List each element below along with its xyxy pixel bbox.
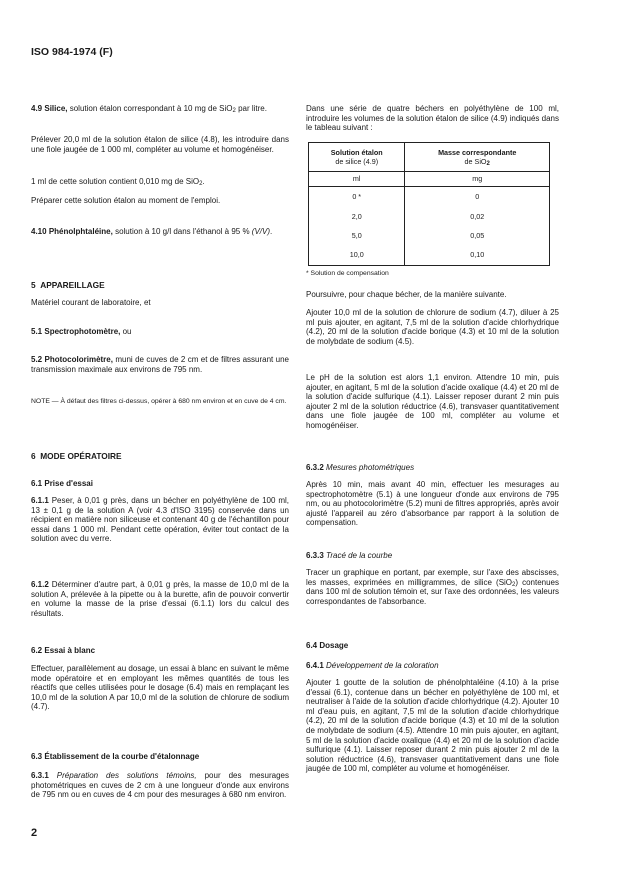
section-text: solution à 10 g/l dans l'éthanol à 95 % <box>115 227 252 236</box>
table-row <box>309 187 550 208</box>
section-text: muni de cuves de 2 cm et de filtres assurant une transmission maximale aux environs de 795 nm. <box>31 355 289 374</box>
section-title: Mesures photométriques <box>326 463 415 472</box>
section-6-3-1 <box>31 771 289 800</box>
section-6-2 <box>31 646 289 656</box>
section-number: 6.3.2 <box>306 463 324 472</box>
section-text: ou <box>122 327 132 336</box>
section-number: 6 <box>31 451 36 461</box>
section-6-1 <box>31 479 289 489</box>
paragraph-tail: . <box>202 177 205 186</box>
unit-cell: ml <box>309 172 405 187</box>
section-5-1 <box>31 327 289 337</box>
volume-cell: 10,0 <box>309 246 405 266</box>
header-line: Masse correspondante <box>438 148 517 157</box>
section-5-2 <box>31 355 289 374</box>
subscript: 2 <box>486 161 490 167</box>
subscript: 2 <box>232 108 236 114</box>
subscript: 2 <box>199 181 203 187</box>
section-4-9 <box>31 104 289 114</box>
table-header-mass <box>405 143 550 172</box>
section-title: APPAREILLAGE <box>40 280 105 290</box>
section-title: Phénolphtaléine, <box>48 227 113 236</box>
section-title: Établissement de la courbe d'étalonnage <box>44 752 200 761</box>
section-heading-6 <box>31 452 289 462</box>
section-text: Peser, à 0,01 g près, dans un bécher en polyéthylène de 100 ml, 13 ± 0,1 g de la solution A (voir 4.3 d'ISO 3195) conservée dans un récipient en matière non siliceuse et contenant 40 g de l'échantillon pour essai dans 1 000 ml. Pendant cette opération, éviter tout contact de la solution avec du verre. <box>31 496 289 544</box>
section-number: 6.1.1 <box>31 496 49 505</box>
section-title: Essai à blanc <box>44 646 96 655</box>
header-line: de silice (4.9) <box>335 157 379 166</box>
section-number: 6.3 <box>31 752 43 761</box>
table-footnote: * Solution de compensation <box>306 270 389 277</box>
section-title: Spectrophotomètre, <box>44 327 121 336</box>
paragraph-text: Tracer un graphique en portant, par exemple, sur l'axe des abscisses, les masses, exprimées en milligrammes, de silice (SiO <box>306 568 559 587</box>
mass-cell: 0,02 <box>405 208 550 227</box>
paragraph: Matériel courant de laboratoire, et <box>31 298 151 307</box>
section-text-tail: par litre. <box>235 104 267 113</box>
section-6-4-1 <box>306 661 559 671</box>
paragraph: Effectuer, parallèlement au dosage, un essai à blanc en suivant le même mode opératoire et en employant les mêmes quantités de tous les réactifs que celles utilisées pour le dosage (6.4) mais en remplaçant les 10,0 ml de la solution A par 10,0 ml de la solution de chlorure de sodium (4.7). <box>31 664 289 712</box>
paragraph: Poursuivre, pour chaque bécher, de la manière suivante. <box>306 290 507 299</box>
section-number: 4.9 <box>31 104 43 113</box>
section-text: Déterminer d'autre part, à 0,01 g près, la masse de 10,0 ml de la solution A, prélevée à la pipette ou à la burette, afin de pouvoir convertir en volume la masse de la prise d'essai (6.1.1) lors du calcul des résultats. <box>31 580 289 618</box>
section-title: MODE OPÉRATOIRE <box>40 451 122 461</box>
section-number: 5.2 <box>31 355 43 364</box>
section-title: Photocolorimètre, <box>44 355 113 364</box>
section-6-3 <box>31 752 289 762</box>
standard-solution-table <box>308 142 550 266</box>
volume-cell: 2,0 <box>309 208 405 227</box>
table-row <box>309 208 550 227</box>
paragraph: Le pH de la solution est alors 1,1 environ. Attendre 10 min, puis ajouter, en agitant, 5 ml de la solution d'acide oxalique (4.4) et 20 ml de la solution d'acide sulfurique (4.1). Laisser reposer durant 2 min puis ajouter 2 ml de la solution réductrice (4.6), transvaser quantitativement dans une fiole jaugée de 100 ml, compléter au volume et homogénéiser. <box>306 373 559 430</box>
paragraph-text: 1 ml de cette solution contient 0,010 mg de SiO <box>31 177 200 186</box>
page-number: 2 <box>31 827 38 839</box>
section-number: 5.1 <box>31 327 43 336</box>
section-number: 5 <box>31 280 36 290</box>
section-6-4 <box>306 641 559 651</box>
section-4-10 <box>31 227 289 237</box>
paragraph: Préparer cette solution étalon au moment de l'emploi. <box>31 196 221 205</box>
paragraph <box>306 568 559 606</box>
mass-cell: 0,10 <box>405 246 550 266</box>
paragraph-text: ) contenues dans 100 ml de solution témoin et, sur l'axe des ordonnées, les valeurs correspondantes de l'absorbance. <box>306 577 560 606</box>
section-heading-5 <box>31 281 289 291</box>
section-title: Tracé de la courbe <box>326 551 393 560</box>
section-title: Dosage <box>319 641 349 650</box>
section-title: Développement de la coloration <box>326 661 439 670</box>
section-6-3-3 <box>306 551 559 561</box>
paragraph: Ajouter 10,0 ml de la solution de chlorure de sodium (4.7), diluer à 25 ml puis ajouter, en agitant, 7,5 ml de la solution d'acide chlorhydrique (4.2), 20 ml de la solution d'acide borique (4.3) et 10 ml de la solution de molybdate de sodium (4.5). <box>306 308 559 346</box>
mass-cell: 0,05 <box>405 227 550 246</box>
paragraph <box>31 177 289 187</box>
section-text: pour des mesurages photométriques en cuves de 2 cm à une longueur d'onde aux environs de 795 nm ou en cuves de 4 cm pour des mesurages à 680 nm environ. <box>31 771 289 800</box>
section-6-1-2 <box>31 580 289 618</box>
header-line: Solution étalon <box>330 148 383 157</box>
table-row <box>309 246 550 266</box>
header-line: de SiO <box>464 157 487 166</box>
volume-cell: 5,0 <box>309 227 405 246</box>
section-number: 6.4.1 <box>306 661 324 670</box>
section-number: 6.3.1 <box>31 771 49 780</box>
section-number: 4.10 <box>31 227 47 236</box>
subscript: 2 <box>512 581 516 588</box>
mass-cell: 0 <box>405 187 550 208</box>
section-6-1-1 <box>31 496 289 544</box>
volume-cell: 0 * <box>309 187 405 208</box>
section-number: 6.1.2 <box>31 580 49 589</box>
section-number: 6.4 <box>306 641 318 650</box>
section-text-tail: . <box>270 227 273 236</box>
table-row <box>309 227 550 246</box>
section-number: 6.3.3 <box>306 551 324 560</box>
paragraph: Prélever 20,0 ml de la solution étalon de silice (4.8), les introduire dans une fiole jaugée de 1 000 ml, compléter au volume et homogénéiser. <box>31 135 289 154</box>
table-header-volume <box>309 143 405 172</box>
paragraph: Ajouter 1 goutte de la solution de phénolphtaléine (4.10) à la prise d'essai (6.1), contenue dans un bécher en polyéthylène de 100 ml, et neutraliser à l'aide de la solution d'acide chlorhydrique (4.2). Ajouter 10 ml d'eau puis, en agitant, 7,5 ml de la solution d'acide chlorhydrique (4.2), 20 ml de la solution d'acide borique (4.3) et 10 ml de la solution de molybdate de sodium (4.5). Attendre 10 min puis ajouter, en agitant, 5 ml de la solution d'acide oxalique (4.4) et 20 ml de la solution d'acide sulfurique (4.1). Laisser reposer durant 2 min puis ajouter 2 ml de la solution réductrice (4.6), transvaser quantitativement dans une fiole jaugée de 100 ml, compléter au volume et homogénéiser. <box>306 678 559 774</box>
paragraph: Dans une série de quatre béchers en polyéthylène de 100 ml, introduire les volumes de la solution étalon de silice (4.9) indiqués dans le tableau suivant : <box>306 104 559 133</box>
note: NOTE — À défaut des filtres ci-dessus, opérer à 680 nm environ et en cuve de 4 cm. <box>31 398 287 405</box>
section-number: 6.1 <box>31 479 43 488</box>
paragraph: Après 10 min, mais avant 40 min, effectuer les mesurages au spectrophotomètre (5.1) à une longueur d'onde aux environs de 795 nm, ou au photocolorimètre (5.2) muni de filtres appropriés, après avoir ajusté l'appareil au zéro d'absorbance par rapport à la solution de compensation. <box>306 480 559 528</box>
section-title: Préparation des solutions témoins, <box>56 771 197 780</box>
section-number: 6.2 <box>31 646 43 655</box>
section-6-3-2 <box>306 463 559 473</box>
section-text: solution étalon correspondant à 10 mg de SiO <box>69 104 233 113</box>
standard-header: ISO 984-1974 (F) <box>31 46 113 58</box>
unit: (V/V) <box>251 227 271 236</box>
unit-cell: mg <box>405 172 550 187</box>
section-title: Silice, <box>44 104 68 113</box>
section-title: Prise d'essai <box>44 479 93 488</box>
